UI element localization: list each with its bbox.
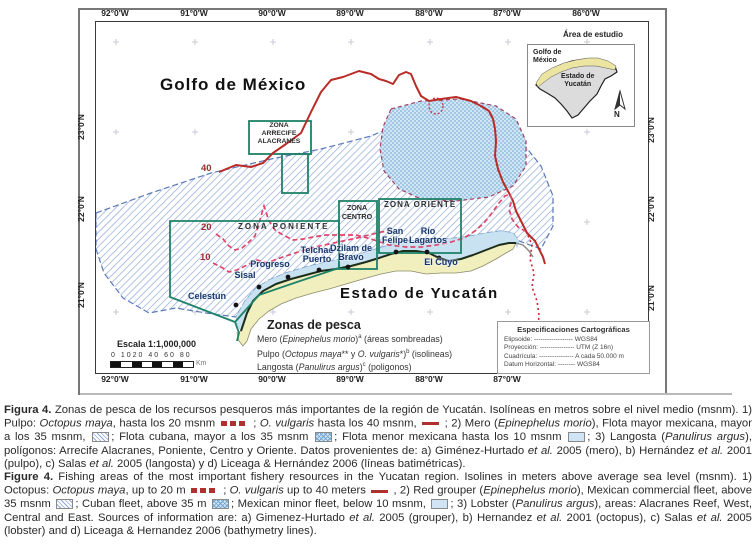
isoline-10-label: 10 (200, 252, 211, 263)
axis-bottom-88w: 88°0'W (415, 374, 443, 384)
figure-bottom-rule (80, 393, 732, 395)
spec-ellipsoid: Elipsoide: ------------------ WGS84 (504, 335, 598, 343)
legend-item-mero: Mero (Epinephelus morio)$^a$ (áreas sombreadas) (257, 333, 443, 344)
isoline-20-label: 20 (201, 222, 212, 233)
axis-top-90w: 90°0'W (258, 8, 286, 18)
legend-item-langosta: Langosta (Panulirus argus)$^c$ (poligonos) (257, 361, 412, 372)
zona-centro-line1: ZONA (346, 203, 368, 212)
symbol-dash (371, 490, 388, 493)
axis-bottom-87w: 87°0'W (493, 374, 521, 384)
zona-poniente-label: ZONA PONIENTE (238, 222, 330, 231)
zona-alacranes-line2: ARRECIFE (261, 129, 297, 137)
symbol-hatch (92, 432, 109, 442)
cartographic-specs-title: Especificaciones Cartográficas (517, 325, 630, 334)
zona-centro-label (336, 204, 378, 221)
town-label-rio-lagartos: Río Lagartos (408, 226, 447, 246)
axis-top-89w: 89°0'W (336, 8, 364, 18)
axis-top-86w: 86°0'W (572, 8, 600, 18)
symbol-blue (431, 499, 448, 509)
axis-bottom-91w: 91°0'W (180, 374, 208, 384)
axis-left-23n: 23°0'N (76, 114, 86, 140)
caption-english: Figure 4. Fishing areas of the most important fishery resources in the Yucatan region. Isolines in meters above average sea level (msnm). 1) Octopus: Octopus maya, up to 20 m ; O. vulgaris up to 40 meters , 2) Red grouper (Epinephelus morio), Mexican commercial fleet, above 35 msnm ; Cuban fleet, above 35 m ; Mexican minor fleet, below 10 msnm, ; 3) Lobster (Panulirus argus), areas: Alacranes Reef, West, Central and East. Sources of information are: a) Gimenez-Hurtado et al. 2005 (grouper), b) Hernandez et al. 2001 (octopus), c) Salas et al. 2005 (lobster) and d) Liceaga & Hernandez 2006 (bathymetry lines). (4, 471, 752, 537)
inset-gulf-line2: México (533, 56, 557, 64)
town-label-telchac-puerto: Telchac Puerto (300, 245, 334, 265)
symbol-sq3 (191, 484, 218, 497)
symbol-hatch (56, 499, 73, 509)
symbol-dash (422, 422, 439, 425)
axis-top-88w: 88°0'W (415, 8, 443, 18)
scale-ticks: 0 1020 40 60 80 (111, 352, 192, 359)
scale-title: Escala 1:1,000,000 (117, 339, 197, 349)
legend-item-pulpo: Pulpo (Octopus maya** y O. vulgaris*)$^b$ (isolineas) (257, 348, 453, 359)
axis-right-22n: 22°0'N (646, 196, 656, 222)
caption-spanish: Figura 4. Zonas de pesca de los recursos pesqueros más importantes de la región de Yucatán. Isolíneas en metros sobre el nivel medio (msnm). 1) Pulpo: Octopus maya, hasta los 20 msnm ; O. vulgaris hasta los 40 msnm, ; 2) Mero (Epinephelus morio), Flota mayor mexicana, mayor a los 35 msnm, ; Flota cubana, mayor a los 35 msnm ; Flota menor mexicana hasta los 10 msnm ; 3) Langosta (Panulirus argus), polígonos: Arrecife Alacranes, Poniente, Centro y Oriente. Datos provenientes de: a) Giménez-Hurtado et al. 2005 (mero), b) Hernández et al. 2001 (pulpo), c) Salas et al. 2005 (langosta) y d) Liceaga & Hernández 2006 (líneas batimétricas). (4, 404, 752, 470)
axis-right-21n: 21°0'N (646, 285, 656, 311)
symbol-sq3 (221, 417, 248, 430)
inset-state-label (561, 73, 594, 88)
cartographic-specs-box (497, 321, 650, 374)
axis-left-22n: 22°0'N (76, 196, 86, 222)
zona-alacranes-label (249, 122, 309, 145)
zona-oriente-label: ZONA ORIENTE (384, 200, 457, 209)
town-label-san-felipe: San Felipe (381, 226, 408, 246)
town-label-sisal: Sisal (234, 270, 256, 280)
inset-gulf-line1: Golfo de (533, 49, 562, 56)
axis-right-23n: 23°0'N (646, 117, 656, 143)
inset-title: Área de estudio (563, 30, 624, 39)
symbol-cross (315, 432, 332, 442)
legend-title: Zonas de pesca (267, 318, 361, 332)
gulf-of-mexico-label: Golfo de México (160, 75, 307, 94)
town-label-dzilam-de-bravo: Dzilam de Bravo (330, 243, 373, 263)
spec-grid: Cuadrícula: ---------------- A cada 50.000 m (504, 352, 624, 360)
axis-left-21n: 21°0'N (76, 282, 86, 308)
symbol-blue (568, 432, 585, 442)
town-label-el-cuyo: El Cuyo (424, 257, 458, 267)
symbol-cross (212, 499, 229, 509)
axis-bottom-92w: 92°0'W (101, 374, 129, 384)
zona-alacranes-line1: ZONA (269, 122, 289, 129)
axis-bottom-90w: 90°0'W (258, 374, 286, 384)
town-label-progreso: Progreso (250, 259, 290, 269)
scale-bar (110, 361, 194, 368)
inset-map (527, 44, 635, 127)
inset-gulf-label (533, 49, 561, 64)
axis-top-91w: 91°0'W (180, 8, 208, 18)
north-arrow-label: N (614, 110, 620, 119)
axis-bottom-89w: 89°0'W (336, 374, 364, 384)
zona-centro-line2: CENTRO (341, 211, 373, 221)
axis-top-92w: 92°0'W (101, 8, 129, 18)
spec-projection: Proyección: ---------------- UTM (Z 16n) (504, 344, 614, 351)
figure-caption (4, 404, 752, 538)
town-label-celestun: Celestún (187, 291, 226, 301)
inset-state-line1: Estado de (561, 73, 595, 80)
estado-yucatan-label: Estado de Yucatán (340, 285, 499, 302)
inset-state-line2: Yucatán (564, 80, 592, 88)
spec-datum: Datum Horizontal: -------- WGS84 (504, 361, 600, 368)
scale-unit: Km (196, 360, 207, 367)
zona-alacranes-line3: ALACRANES (257, 137, 301, 145)
axis-top-87w: 87°0'W (493, 8, 521, 18)
isoline-40-label: 40 (201, 163, 212, 174)
